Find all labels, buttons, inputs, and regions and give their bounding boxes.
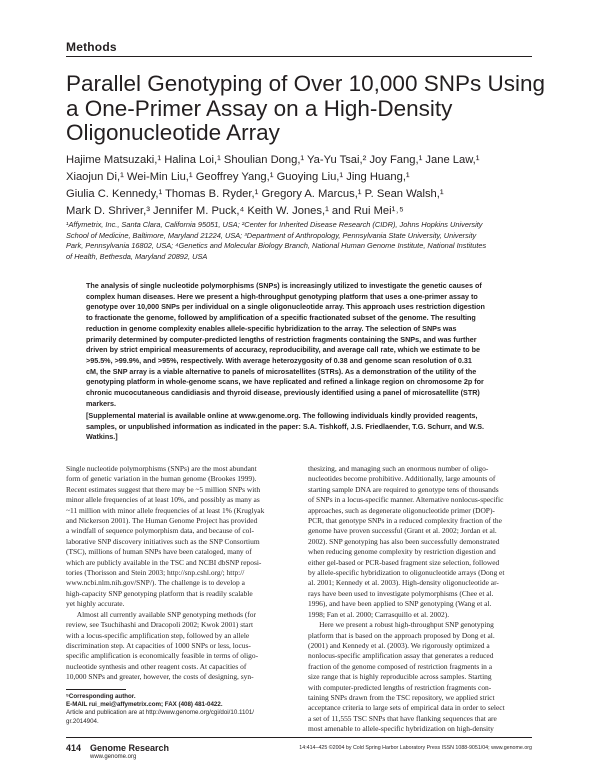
- journal-name: Genome Research: [90, 743, 170, 753]
- body-line: discrimination step. At capacities of 1000 SNPs or less, locus-: [66, 640, 251, 650]
- body-line: most amenable to allele-specific hybridization on high-density: [308, 724, 494, 734]
- body-line: either gel-based or PCR-based fragment size selection, followed: [308, 557, 500, 567]
- body-line: starting sample DNA are required to genotype tens of thousands: [308, 484, 499, 494]
- body-line: 1996), and have been applied to SNP genotyping (Wang et al.: [308, 599, 492, 609]
- body-line: which are publicly available in the TSC and NCBI dbSNP reposi-: [66, 557, 262, 567]
- corresponding-author: ⁵Corresponding author.: [66, 693, 136, 700]
- author-line: Giulia C. Kennedy,¹ Thomas B. Ryder,¹ Gregory A. Marcus,¹ P. Sean Walsh,¹: [66, 188, 444, 200]
- footer-rule: [66, 737, 532, 738]
- body-line: with a locus-specific amplification step, followed by an allele: [66, 630, 250, 640]
- affiliations: [66, 220, 536, 262]
- body-line: yet highly accurate.: [66, 599, 125, 609]
- body-line: specific amplification is economically feasible in terms of oligo-: [66, 651, 259, 661]
- body-line: by allele-specific hybridization to oligonucleotide arrays (Dong et: [308, 568, 505, 578]
- abstract-line: >95.5%, >99.9%, and >95%, respectively. With average heterozygosity of 0.38 and genome scan resolution of 0.31: [86, 355, 472, 365]
- body-line: nucleotide synthesis and other reagent costs. At capacities of: [66, 661, 247, 671]
- author-list: [66, 152, 546, 220]
- body-line: laborative SNP discovery initiatives such as the SNP Consortium: [66, 536, 260, 546]
- body-line: a windfall of sequence polymorphism data, and because of col-: [66, 526, 254, 536]
- body-line: Single nucleotide polymorphisms (SNPs) are the most abundant: [66, 464, 257, 473]
- body-line: tories (Thorisson and Stein 2003; http://snp.cshl.org/; http://: [66, 568, 245, 578]
- affiliation-line: School of Medicine, Baltimore, Maryland 21224, USA; ³Department of Anthropology, Pennsylvania State University, University: [66, 230, 477, 240]
- body-line: high-capacity SNP genotyping platform that is readily scalable: [66, 588, 253, 598]
- body-column-left: [66, 464, 291, 683]
- body-line: 2002). SNP genotyping has also been successfully demonstrated: [308, 536, 500, 546]
- abstract-line: primarily determined by computer-predicted lengths of restriction fragments containing the SNPs, and was further: [86, 334, 477, 344]
- body-line: acceptance criteria to large sets of empirical data in order to select: [308, 703, 505, 713]
- abstract: [86, 281, 534, 409]
- body-line: platform that is based on the approach proposed by Dong et al.: [308, 630, 495, 640]
- body-line: al. 2001; Kennedy et al. 2003). High-density oligonucleotide ar-: [308, 578, 499, 588]
- affiliation-line: ¹Affymetrix, Inc., Santa Clara, California 95051, USA; ²Center for Inherited Disease Research (CIDR), Johns Hopkins University: [66, 220, 483, 229]
- body-line: and Nickerson 2001). The Human Genome Project has provided: [66, 516, 258, 526]
- body-line: review, see Tsuchihashi and Dracopoli 2002; Kwok 2001) start: [66, 620, 254, 630]
- footnote-rule: [66, 689, 126, 690]
- abstract-line: markers.: [86, 398, 116, 408]
- body-line: 10,000 SNPs and greater, however, the costs of designing, syn-: [66, 672, 254, 682]
- footnote: [66, 693, 306, 726]
- body-line: www.ncbi.nlm.nih.gov/SNP/). The challenge is to develop a: [66, 578, 245, 588]
- body-line: Here we present a robust high-throughput SNP genotyping: [308, 620, 494, 630]
- title-line: Parallel Genotyping of Over 10,000 SNPs Using: [66, 71, 546, 96]
- body-line: Almost all currently available SNP genotyping methods (for: [66, 609, 256, 619]
- journal-url[interactable]: www.genome.org: [90, 754, 137, 760]
- supplemental-line: Watkins.]: [86, 432, 118, 442]
- author-line: Xiaojun Di,¹ Wei-Min Liu,¹ Geoffrey Yang,¹ Guoying Liu,¹ Jing Huang,¹: [66, 171, 410, 183]
- body-line: a set of 11,555 TSC SNPs that have flanking sequences that are: [308, 713, 497, 723]
- publication-note: Article and publication are at http://www.genome.org/cgi/doi/10.1101/: [66, 709, 255, 717]
- body-line: genome have proven successful (Grant et al. 2002; Jordan et al.: [308, 526, 497, 536]
- title-line: Oligonucleotide Array: [66, 120, 280, 145]
- abstract-line: to fractionate the genome, followed by amplification of a specific fractionated subset of the genome. The resulting: [86, 313, 476, 323]
- body-line: approaches, such as degenerate oligonucleotide primer (DOP)-: [308, 505, 495, 515]
- body-line: size range that is highly reproducible across samples. Starting: [308, 672, 492, 682]
- affiliation-line: of Health, Bethesda, Maryland 20892, USA: [66, 251, 208, 261]
- body-line: thesizing, and managing such an enormous number of oligo-: [308, 464, 489, 473]
- body-line: minor allele frequencies of at least 10%, and possibly as many as: [66, 495, 260, 505]
- body-line: rays have been used to investigate polymorphisms (Chee et al.: [308, 588, 494, 598]
- supplemental-line: [Supplemental material is available online at www.genome.org. The following individuals kindly provided reagents,: [86, 411, 478, 420]
- body-line: Recent estimates suggest that there may be ~5 million SNPs with: [66, 484, 261, 494]
- author-line: Hajime Matsuzaki,¹ Halina Loi,¹ Shoulian Dong,¹ Ya-Yu Tsai,² Joy Fang,¹ Jane Law,¹: [66, 154, 480, 166]
- body-line: with computer-predicted lengths of restriction fragments con-: [308, 682, 492, 692]
- abstract-line: cM, the SNP array is a viable alternative to panels of microsatellites (STRs). As a demonstration of the utility of the: [86, 366, 477, 376]
- publication-note: gr.2014904.: [66, 717, 99, 725]
- abstract-line: The analysis of single nucleotide polymorphisms (SNPs) is increasingly utilized to investigate the genetic causes of: [86, 281, 482, 290]
- author-line: Mark D. Shriver,³ Jennifer M. Puck,⁴ Keith W. Jones,¹ and Rui Mei¹˒⁵: [66, 205, 404, 217]
- body-line: taining SNPs drawn from the TSC repository, we applied strict: [308, 692, 495, 702]
- header-rule: [66, 56, 532, 57]
- contact-info: E-MAIL rui_mei@affymetrix.com; FAX (408) 481-0422.: [66, 701, 223, 709]
- supplemental-line: samples, or unpublished information as indicated in the paper: S.A. Tishkoff, J.S. Friedlaender, T.G. Schurr, and W.S.: [86, 421, 485, 431]
- supplemental-note: [86, 411, 534, 443]
- body-line: 1998; Fan et al. 2000; Carrasquillo et al. 2002).: [308, 609, 450, 619]
- body-line: (2001) and Kennedy et al. (2003). We rigorously optimized a: [308, 640, 490, 650]
- abstract-line: genotype over 10,000 SNPs per individual on a single oligonucleotide array. This approach uses restriction digestion: [86, 302, 485, 312]
- article-title: [66, 71, 546, 146]
- body-line: when reducing genome complexity by restriction digestion and: [308, 547, 496, 557]
- title-line: a One-Primer Assay on a High-Density: [66, 95, 453, 121]
- body-line: nucleotides become prohibitive. Additionally, large amounts of: [308, 474, 496, 484]
- abstract-line: genotyping platform in whole-genome scans, we have replicated and refined a linkage region on chromosome 2p for: [86, 377, 484, 387]
- abstract-line: driven by strict empirical measurements of accuracy, reproducibility, and average call rate, which we estimate to be: [86, 345, 480, 355]
- body-line: of SNPs in a locus-specific manner. Alternative nonlocus-specific: [308, 495, 504, 505]
- body-line: (TSC), millions of human SNPs have been cataloged, many of: [66, 547, 252, 557]
- section-label: Methods: [66, 40, 117, 54]
- abstract-line: reduction in genome complexity enables allele-specific hybridization to the array. The selection of SNPs was: [86, 323, 457, 333]
- body-column-right: [308, 464, 533, 735]
- body-line: form of genetic variation in the human genome (Brookes 1999).: [66, 474, 257, 484]
- affiliation-line: Park, Pennsylvania 16802, USA; ⁴Genetics and Molecular Biology Branch, National Human Genome Institute, National Institutes: [66, 241, 487, 250]
- abstract-line: chronic mucocutaneous candidiasis and thyroid disease, previously identified using a panel of microsatellite (STR): [86, 388, 480, 398]
- body-line: nonlocus-specific amplification assay that generates a reduced: [308, 651, 494, 661]
- citation-info: 14:414–425 ©2004 by Cold Spring Harbor Laboratory Press ISSN 1088-9051/04; www.genome.org: [299, 745, 532, 751]
- page-number: 414: [66, 743, 82, 753]
- abstract-line: complex human diseases. Here we present a high-throughput genotyping platform that uses a one-primer assay to: [86, 291, 478, 301]
- body-line: ~11 million with minor allele frequencies of at least 1% (Kruglyak: [66, 505, 265, 515]
- body-line: PCR, that genotype SNPs in a reduced complexity fraction of the: [308, 516, 502, 526]
- body-line: fraction of the genome composed of restriction fragments in a: [308, 661, 493, 671]
